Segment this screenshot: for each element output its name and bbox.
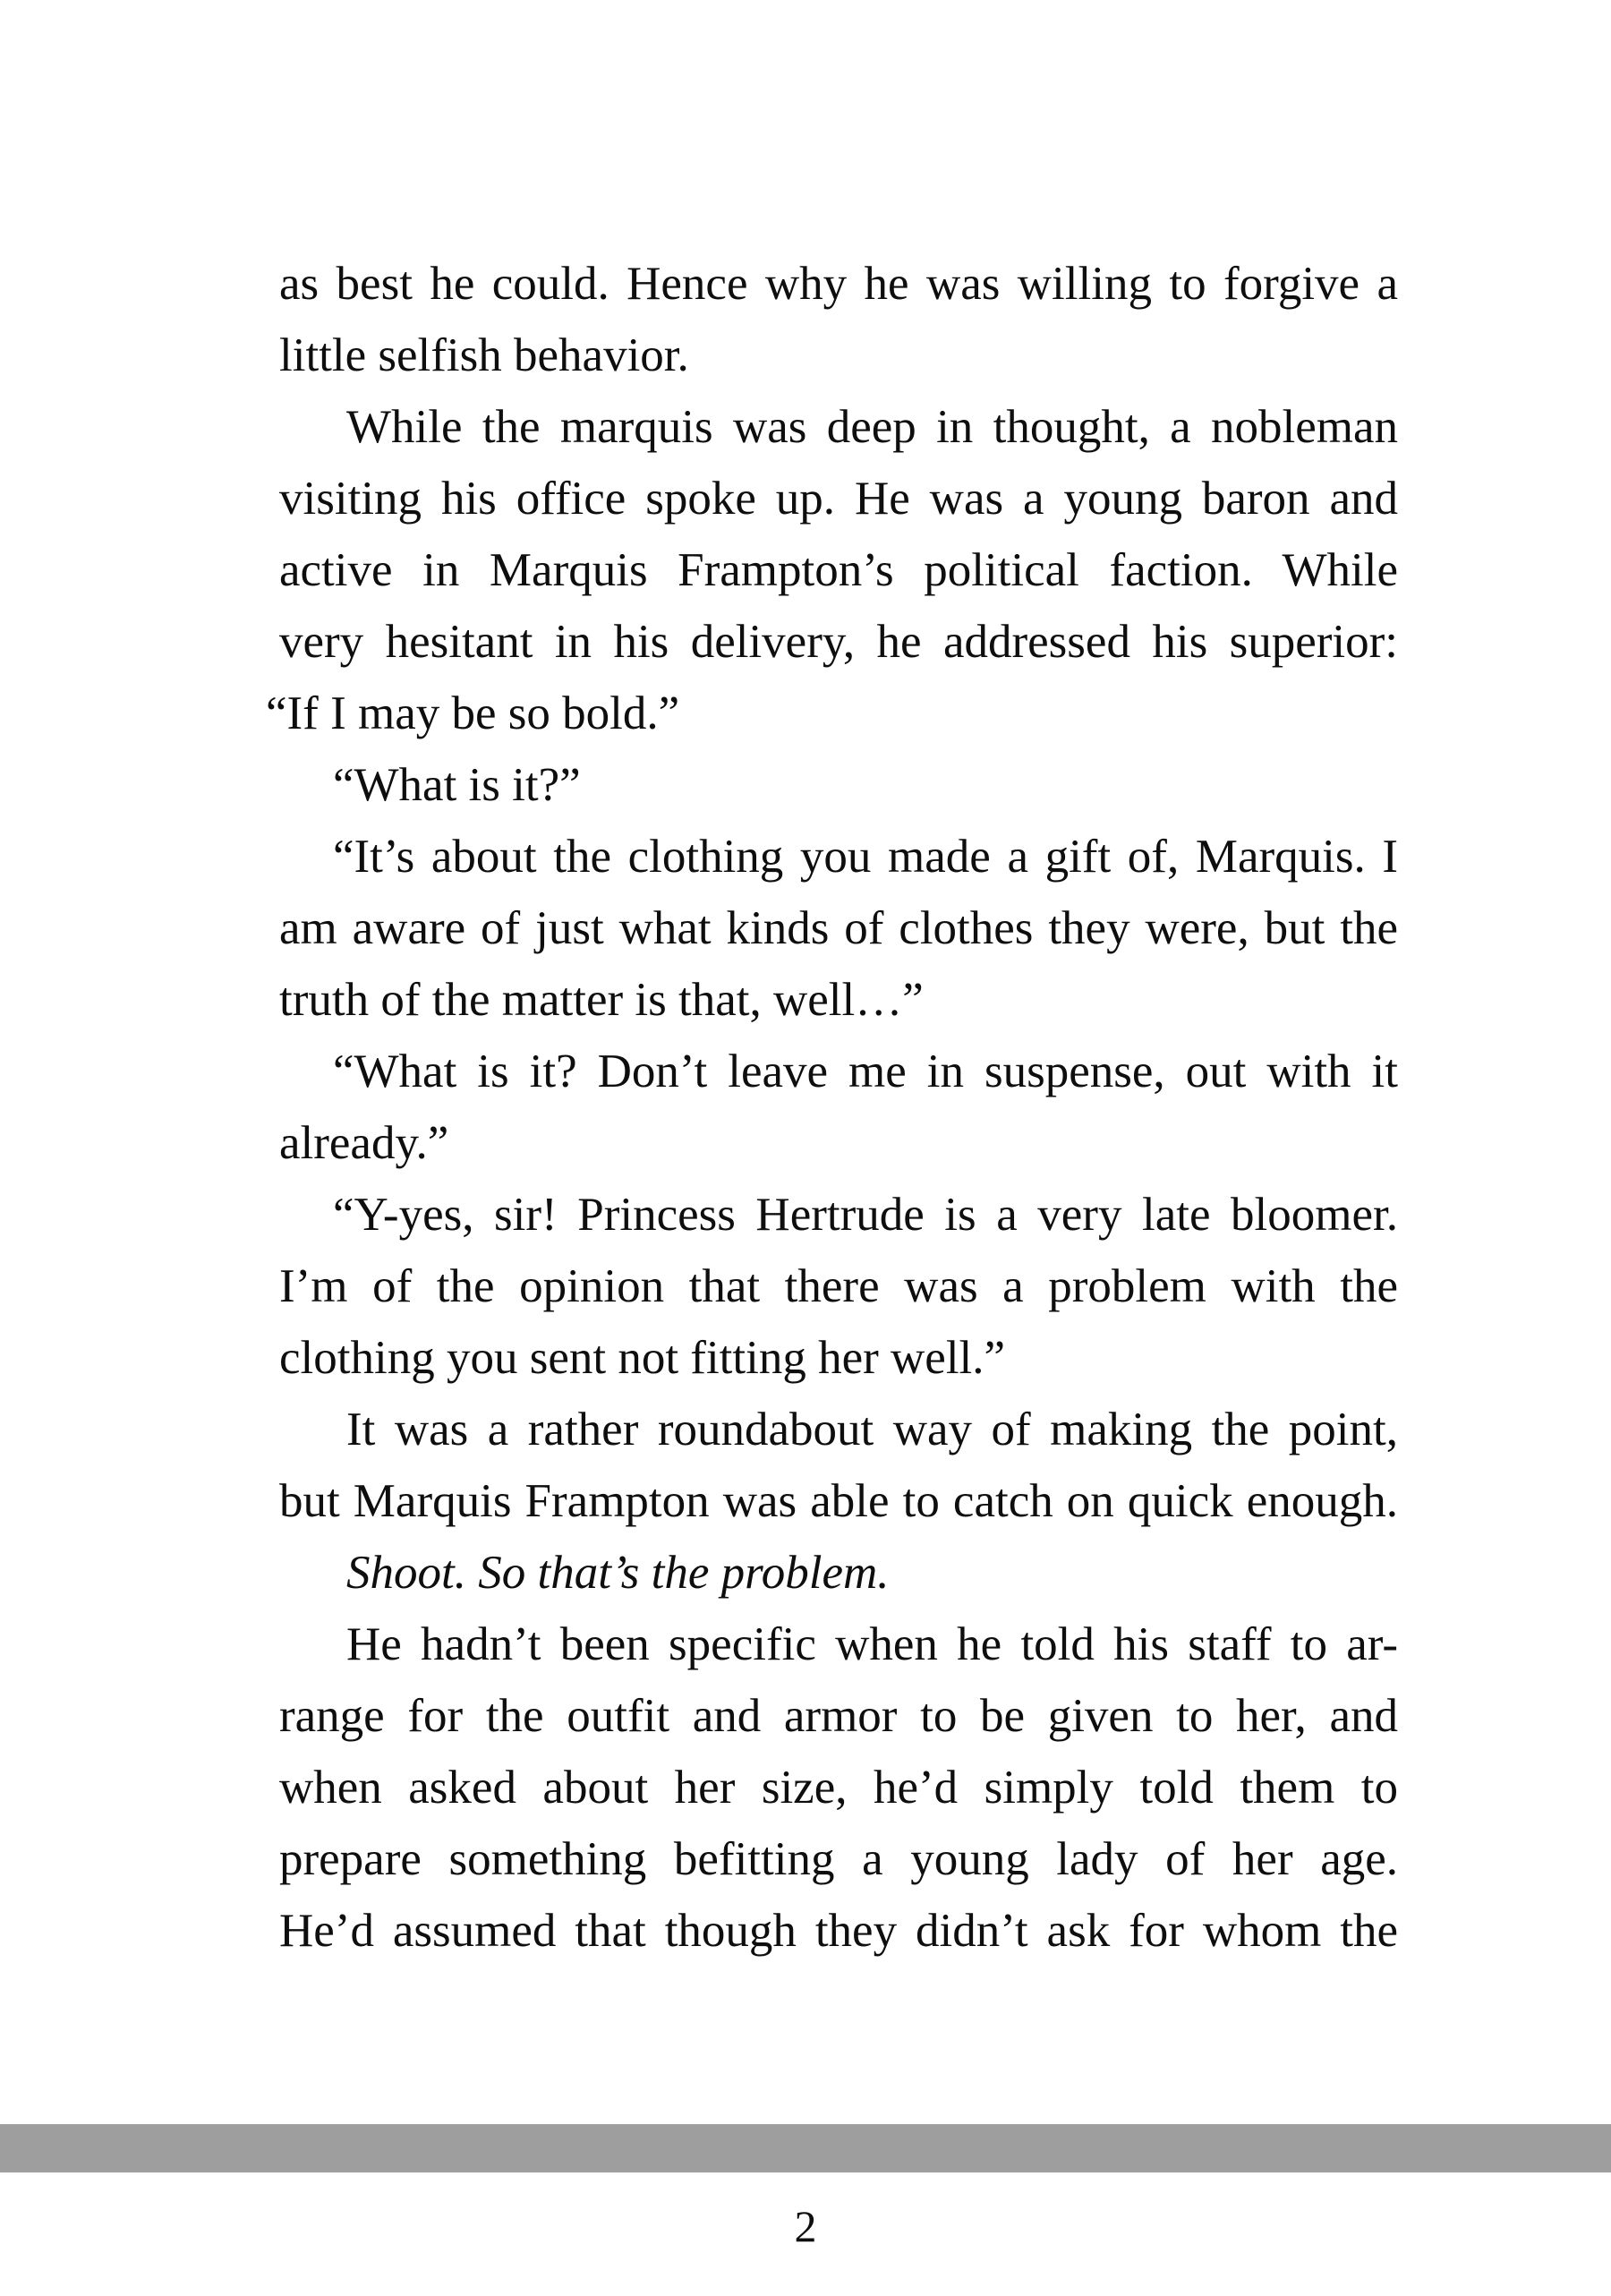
- text-line: truth of the matter is that, well…”: [279, 974, 924, 1026]
- text-line: I’m of the opinion that there was a problem with the: [279, 1260, 1398, 1312]
- text-line: “Y-yes, sir! Princess Hertrude is a very late bloomer.: [333, 1189, 1398, 1241]
- text-line: He hadn’t been specific when he told his staff to ar-: [346, 1618, 1398, 1670]
- text-line: am aware of just what kinds of clothes they were, but the: [279, 902, 1398, 954]
- text-line: little selfish behavior.: [279, 329, 689, 381]
- paragraph: [266, 391, 1398, 749]
- text-line: While the marquis was deep in thought, a nobleman: [346, 401, 1398, 453]
- text-line: “What is it?”: [333, 759, 581, 811]
- paragraph: [279, 1179, 1398, 1394]
- text-line: already.”: [279, 1117, 449, 1169]
- page-number: 2: [794, 2201, 817, 2251]
- paragraph: [279, 1036, 1398, 1179]
- text-line: active in Marquis Frampton’s political faction. While: [279, 544, 1398, 596]
- text-line: when asked about her size, he’d simply told them to: [279, 1762, 1398, 1814]
- page-text: [266, 248, 1398, 1967]
- text-line: It was a rather roundabout way of making the point,: [346, 1404, 1398, 1455]
- text-line: range for the outfit and armor to be given to her, and: [279, 1690, 1398, 1742]
- paragraph: [279, 821, 1398, 1036]
- paragraph: [279, 1537, 1398, 1609]
- reading-progress-bar: [0, 2124, 1611, 2172]
- text-line: as best he could. Hence why he was willing to forgive a: [279, 258, 1398, 310]
- paragraph: [279, 1609, 1398, 1967]
- text-line: “What is it? Don’t leave me in suspense, out with it: [333, 1046, 1398, 1097]
- paragraph: [279, 749, 1398, 821]
- text-line: very hesitant in his delivery, he addressed his superior:: [279, 616, 1398, 668]
- text-line: prepare something befitting a young lady of her age.: [279, 1833, 1398, 1885]
- text-line: “If I may be so bold.”: [266, 687, 680, 739]
- text-line: clothing you sent not fitting her well.”: [279, 1332, 1006, 1384]
- text-line: He’d assumed that though they didn’t ask for whom the: [279, 1905, 1398, 1957]
- text-line: but Marquis Frampton was able to catch on quick enough.: [279, 1475, 1398, 1527]
- paragraph: [279, 1394, 1398, 1537]
- paragraph: [279, 248, 1398, 391]
- text-line: “It’s about the clothing you made a gift of, Marquis. I: [333, 831, 1398, 883]
- text-line: Shoot. So that’s the problem.: [346, 1547, 890, 1599]
- text-line: visiting his office spoke up. He was a young baron and: [279, 473, 1398, 525]
